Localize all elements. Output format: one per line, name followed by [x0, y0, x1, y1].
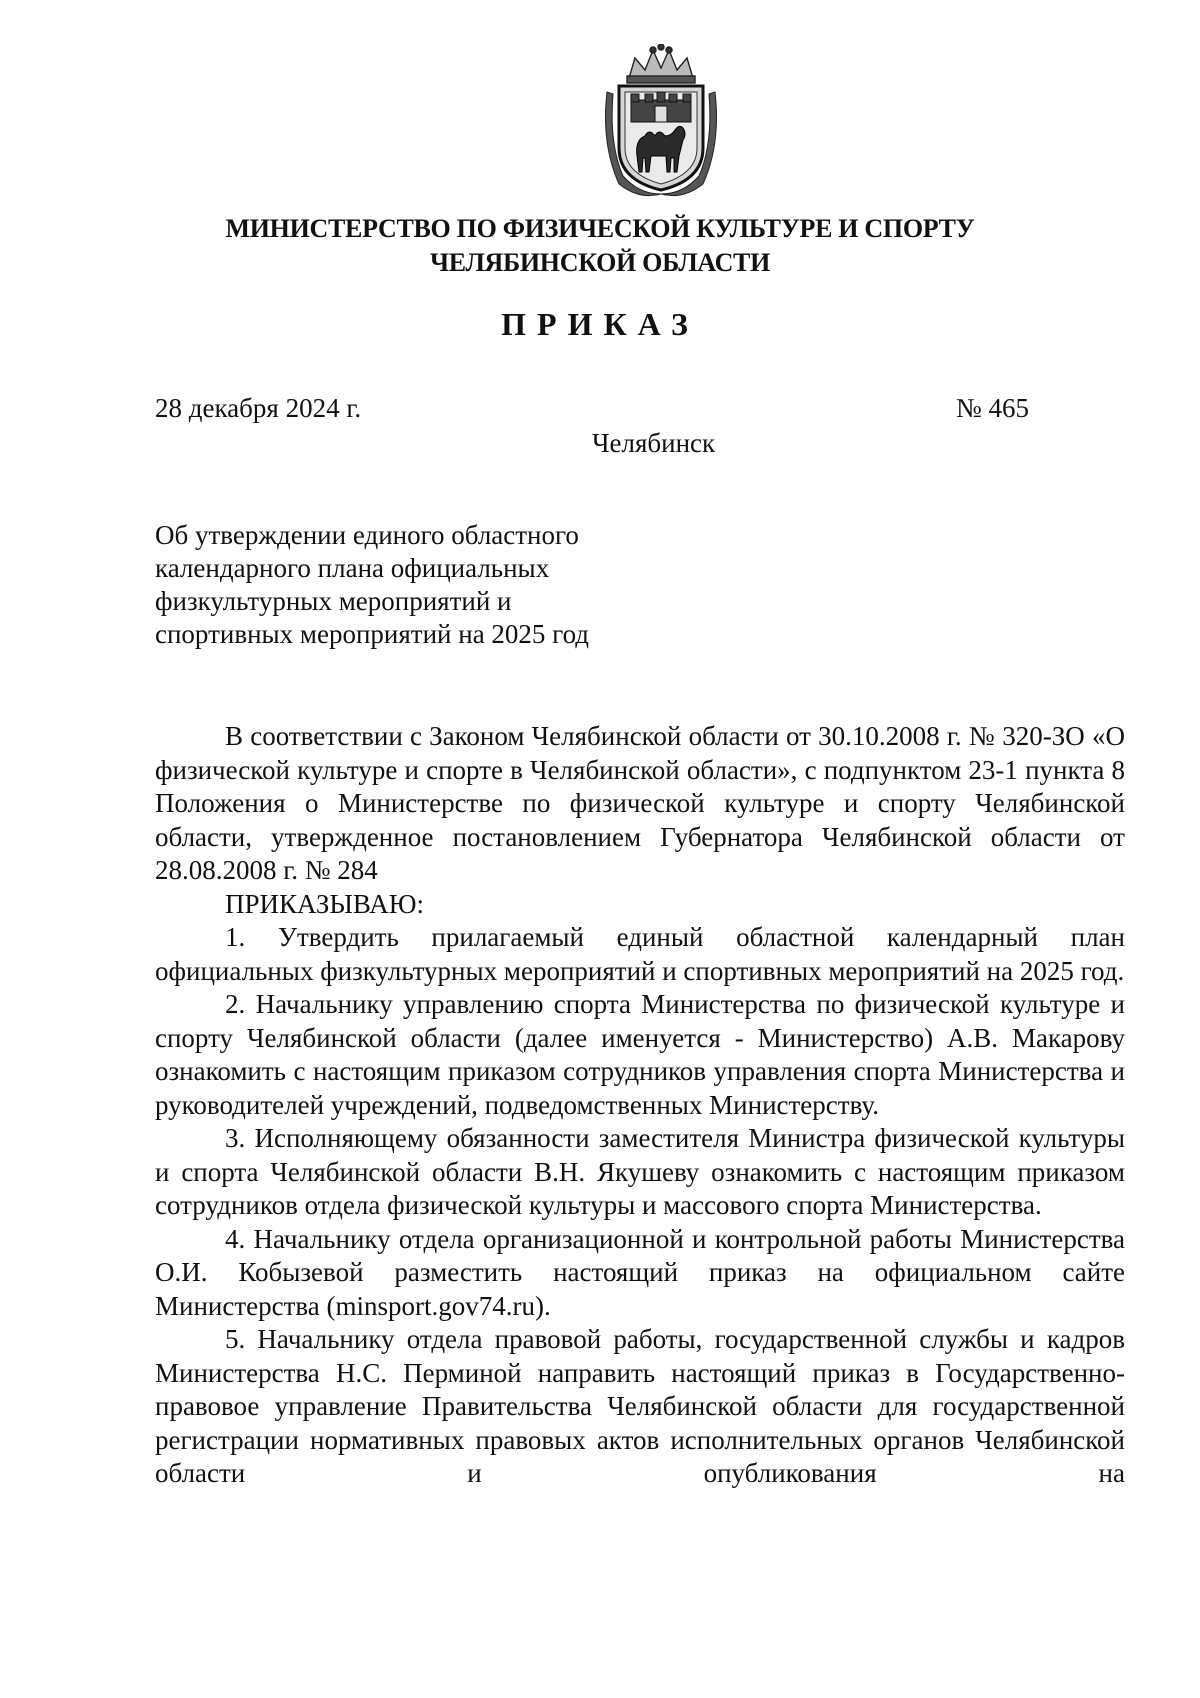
subject-line: календарного плана официальных — [155, 553, 550, 583]
subject-line: спортивных мероприятий на 2025 год — [155, 619, 590, 649]
coat-of-arms-emblem — [599, 44, 723, 200]
document-number: № 465 — [956, 393, 1030, 423]
subject-line: Об утверждении единого областного — [155, 520, 579, 550]
document-subject — [155, 519, 655, 651]
document-body — [155, 720, 1125, 1491]
order-item-1: 1. Утвердить прилагаемый единый областной календарный план официальных физкультурных мероприятий и спортивных мероприятий на 2025 год. — [155, 922, 1125, 986]
ministry-title-line2: ЧЕЛЯБИНСКОЙ ОБЛАСТИ — [429, 248, 771, 277]
document-type-heading: ПРИКАЗ — [501, 306, 699, 342]
order-item-2: 2. Начальнику управлению спорта Министерства по физической культуре и спорту Челябинской области (далее именуется - Министерство) А.В. Макарову ознакомить с настоящим приказом сотрудников управления спорта Министерства и руководителей учреждений, подведомственных Министерству. — [155, 989, 1125, 1120]
order-item-3: 3. Исполняющему обязанности заместителя Министра физической культуры и спорта Челябинской области В.Н. Якушеву ознакомить с настоящим приказом сотрудников отдела физической культуры и массового спорта Министерства. — [155, 1123, 1125, 1220]
subject-line: физкультурных мероприятий и — [155, 586, 512, 616]
order-item-5: 5. Начальнику отдела правовой работы, государственной службы и кадров Министерства Н.С. Перминой направить настоящий приказ в Государственно-правовое управление Правительства Челябинской области для государственной регистрации нормативных правовых актов исполнительных органов Челябинской области и опубликования на — [155, 1324, 1125, 1488]
order-word: ПРИКАЗЫВАЮ: — [225, 888, 424, 919]
ministry-title-line1: МИНИСТЕРСТВО ПО ФИЗИЧЕСКОЙ КУЛЬТУРЕ И СПОРТУ — [225, 214, 975, 243]
preamble-paragraph: В соответствии с Законом Челябинской области от 30.10.2008 г. № 320-ЗО «О физической культуре и спорте в Челябинской области», с подпунктом 23-1 пункта 8 Положения о Министерстве по физической культуре и спорту Челябинской области, утвержденное постановлением Губернатора Челябинской области от 28.08.2008 г. № 284 — [155, 721, 1125, 885]
document-city: Челябинск — [592, 428, 716, 458]
ministry-title — [150, 212, 1050, 280]
document-date: 28 декабря 2024 г. — [155, 393, 362, 423]
order-item-4: 4. Начальнику отдела организационной и контрольной работы Министерства О.И. Кобызевой разместить настоящий приказ на официальном сайте Министерства (minsport.gov74.ru). — [155, 1223, 1125, 1321]
